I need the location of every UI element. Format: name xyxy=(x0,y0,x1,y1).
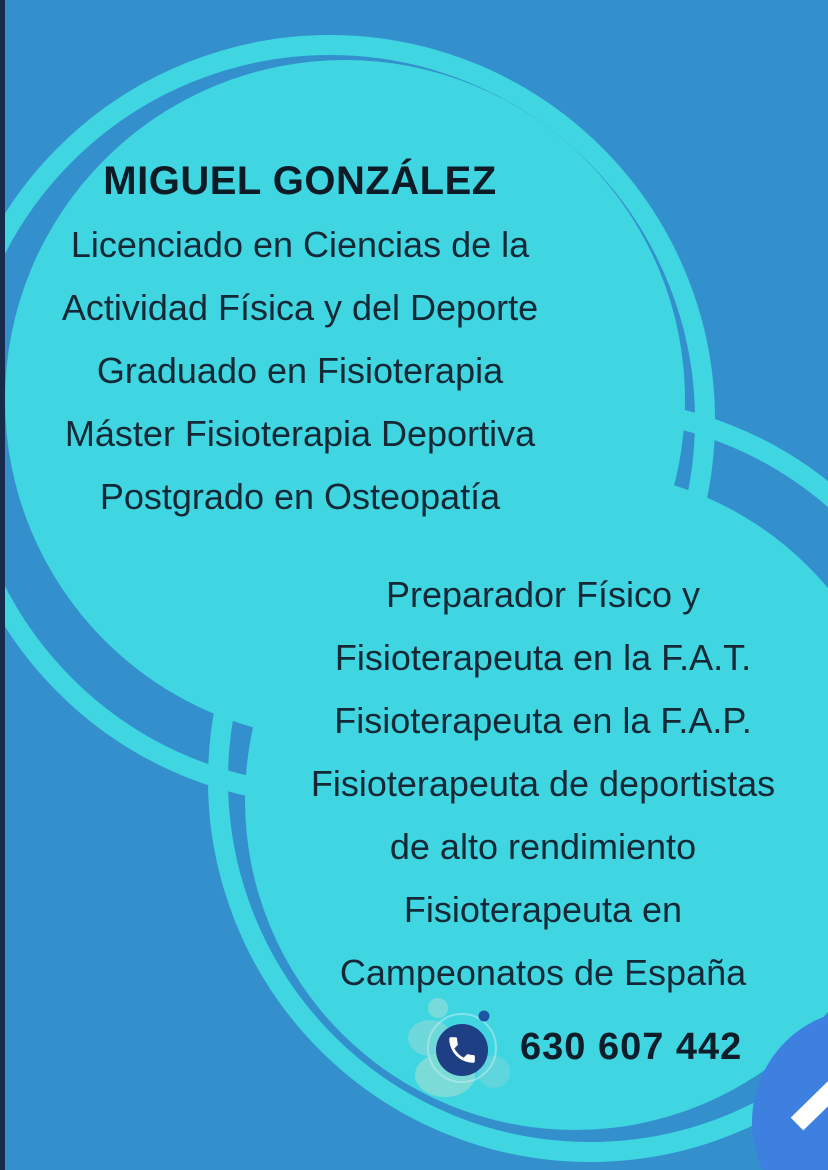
credential-text-line: Fisioterapeuta de deportistas xyxy=(310,763,776,804)
credentials-bottom-block xyxy=(273,563,813,1004)
credential-text-line: Preparador Físico y xyxy=(385,574,701,615)
credential-text-line: Postgrado en Osteopatía xyxy=(99,476,501,517)
credential-text-line: Actividad Física y del Deporte xyxy=(61,287,539,328)
credential-text-line: Fisioterapeuta en la F.A.P. xyxy=(334,700,752,741)
credential-text-line: Fisioterapeuta en la F.A.T. xyxy=(334,637,752,678)
phone-number: 630 607 442 xyxy=(520,1026,743,1068)
top-credentials-list xyxy=(30,213,570,528)
credential-text-line: Campeonatos de España xyxy=(339,952,747,993)
person-name: MIGUEL GONZÁLEZ xyxy=(103,159,497,203)
phone-icon[interactable] xyxy=(436,1024,488,1076)
credential-text-line: de alto rendimiento xyxy=(389,826,697,867)
credentials-top-block xyxy=(30,150,570,528)
left-edge-strip xyxy=(0,0,5,1170)
credential-text-line: Máster Fisioterapia Deportiva xyxy=(64,413,536,454)
credential-text-line: Fisioterapeuta en xyxy=(403,889,683,930)
credential-text-line: Licenciado en Ciencias de la xyxy=(70,224,530,265)
splash-dot xyxy=(479,1011,490,1022)
bottom-credentials-list xyxy=(273,563,813,1004)
credential-text-line: Graduado en Fisioterapia xyxy=(96,350,504,391)
